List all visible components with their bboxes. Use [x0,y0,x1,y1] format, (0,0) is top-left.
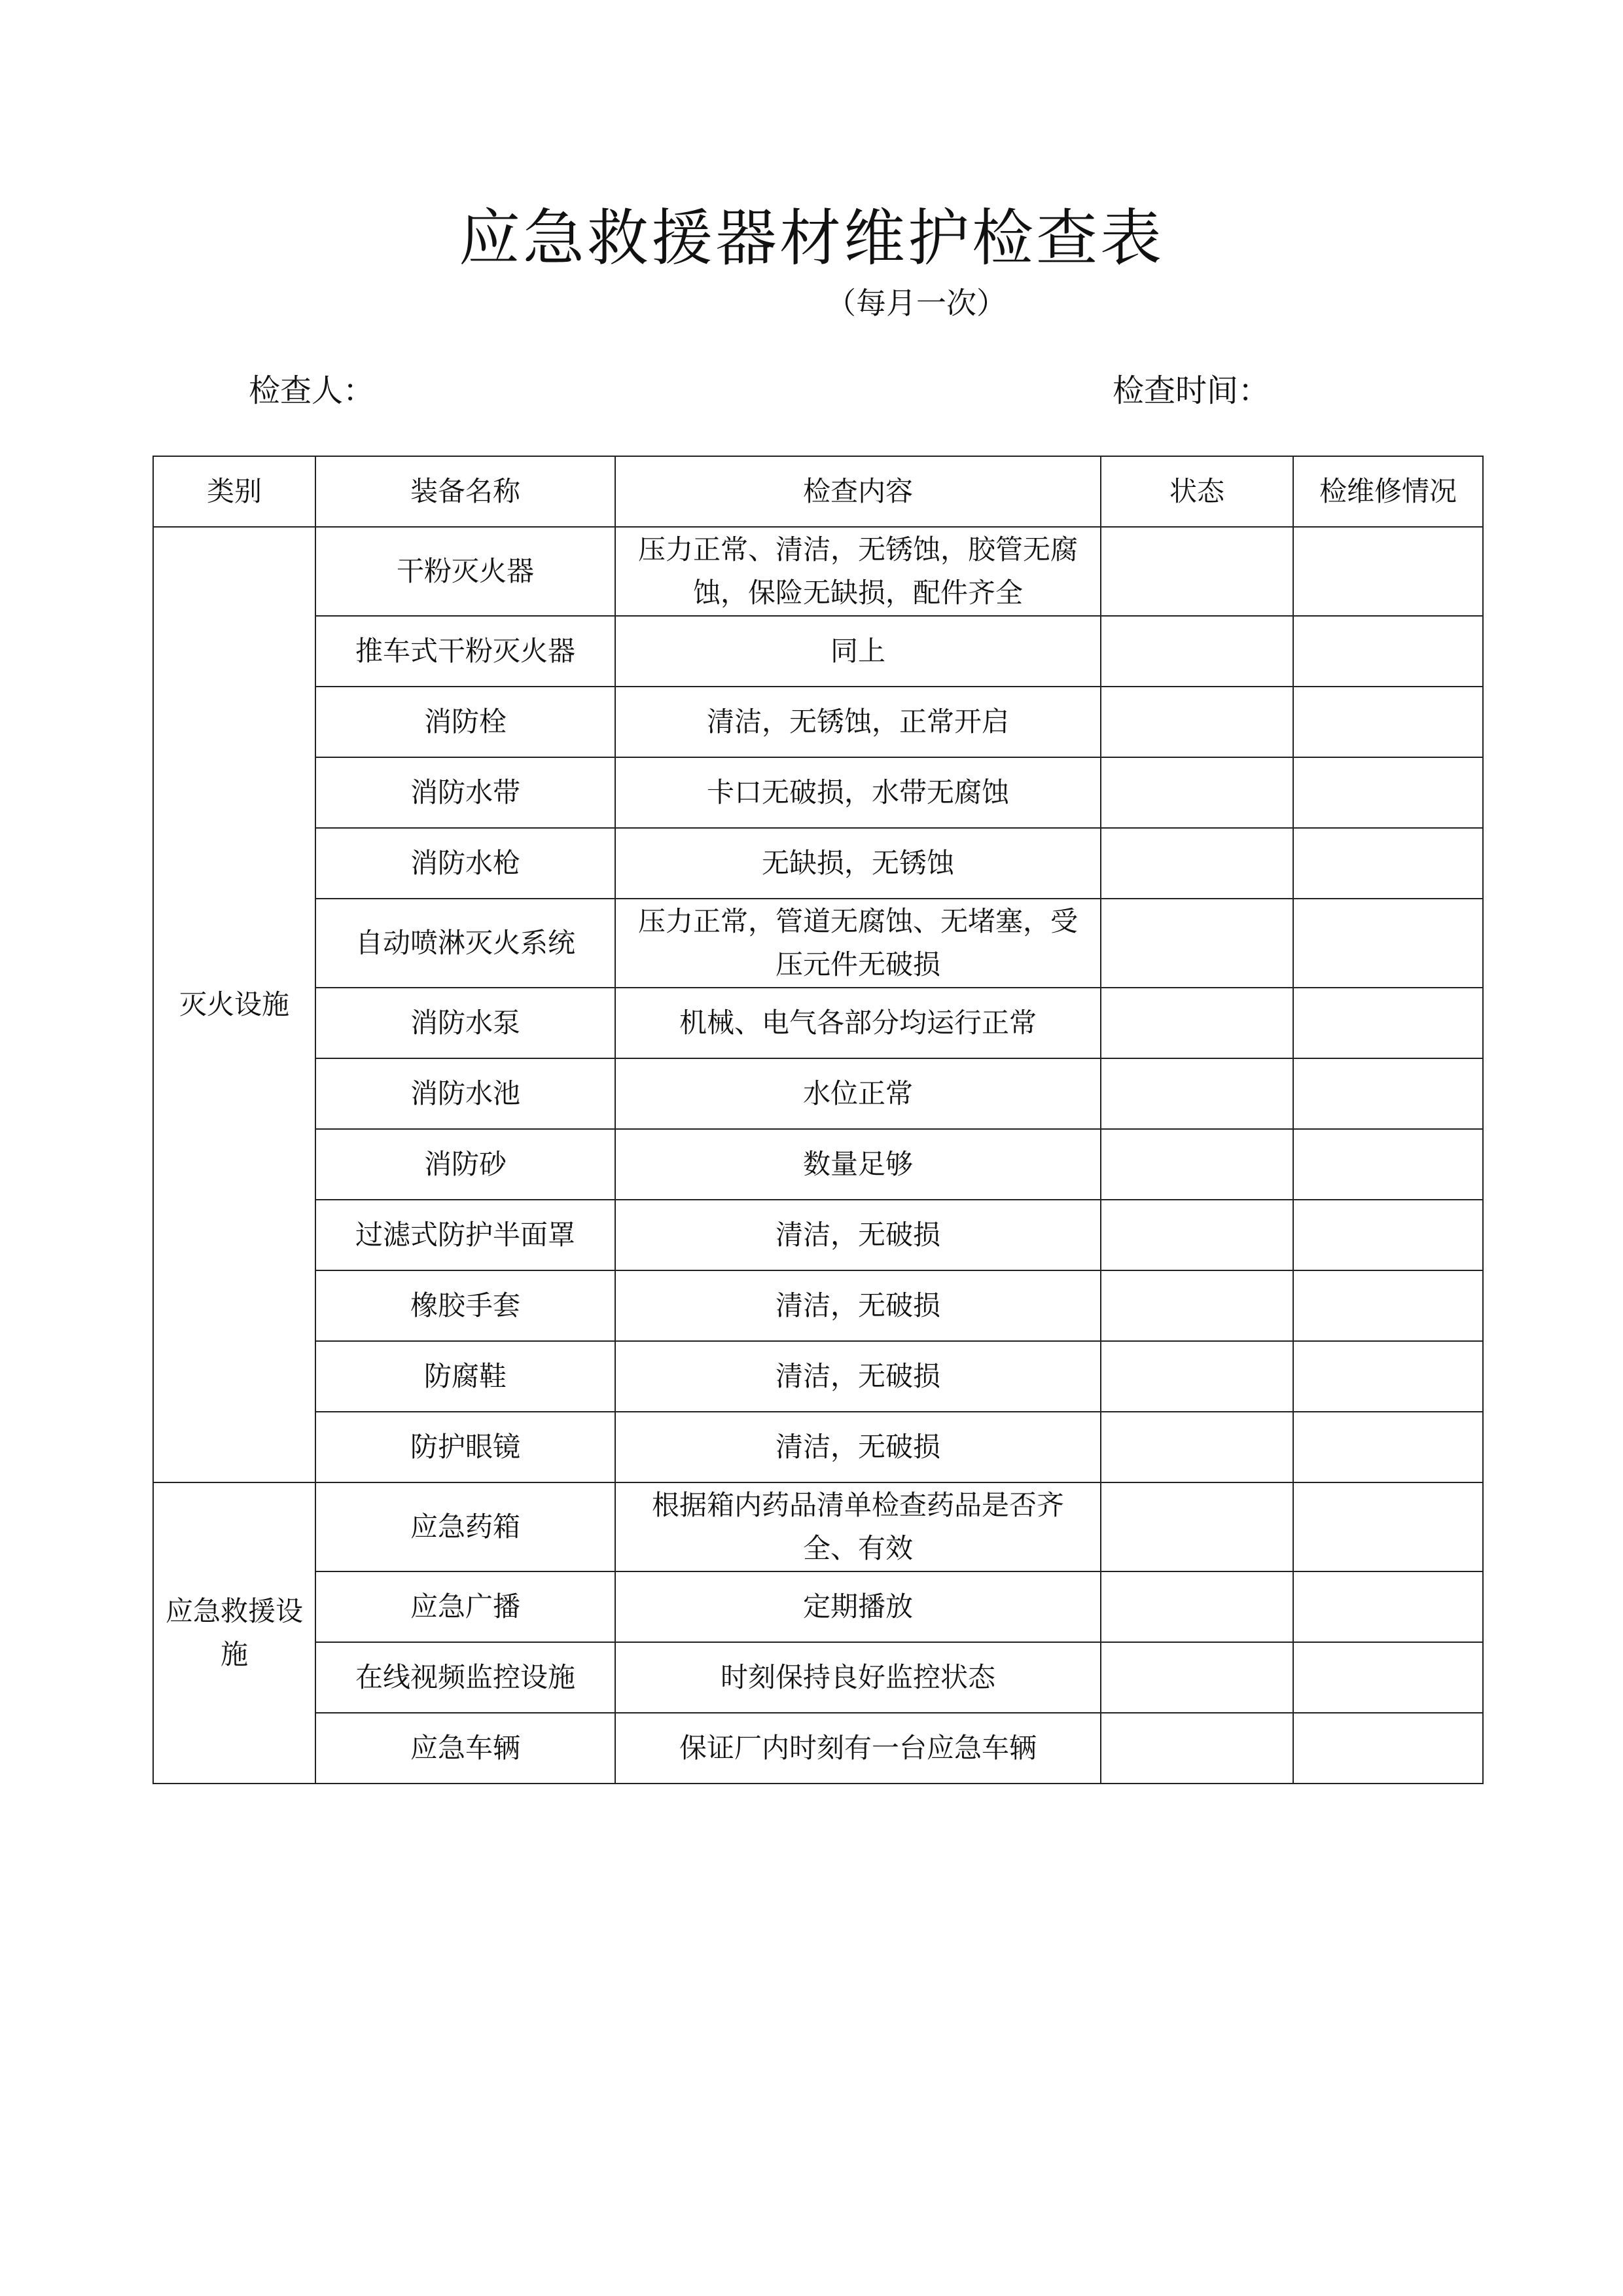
check-content-cell: 清洁，无破损 [615,1200,1101,1270]
repair-cell[interactable] [1293,757,1483,828]
check-content-cell: 根据箱内药品清单检查药品是否齐全、有效 [615,1482,1101,1571]
equipment-name-cell: 防腐鞋 [315,1341,615,1412]
status-cell[interactable] [1101,1200,1293,1270]
status-cell[interactable] [1101,828,1293,899]
check-content-cell: 机械、电气各部分均运行正常 [615,988,1101,1058]
status-cell[interactable] [1101,1571,1293,1642]
equipment-name-cell: 消防砂 [315,1129,615,1200]
header-category: 类别 [153,456,315,527]
inspection-time-label: 检查时间： [1113,372,1270,409]
check-content-cell: 无缺损，无锈蚀 [615,828,1101,899]
equipment-name-cell: 消防水枪 [315,828,615,899]
status-cell[interactable] [1101,988,1293,1058]
check-content-cell: 清洁，无破损 [615,1412,1101,1482]
inspector-label: 检查人： [249,372,375,409]
status-cell[interactable] [1101,899,1293,988]
table-row [153,1341,1483,1412]
status-cell[interactable] [1101,1270,1293,1341]
equipment-name-cell: 消防栓 [315,687,615,757]
table-row [153,1129,1483,1200]
check-content-cell: 保证厂内时刻有一台应急车辆 [615,1713,1101,1784]
equipment-name-cell: 应急广播 [315,1571,615,1642]
inspection-table [152,456,1484,1784]
equipment-name-cell: 推车式干粉灭火器 [315,616,615,687]
table-row [153,899,1483,988]
repair-cell[interactable] [1293,1482,1483,1571]
page-title: 应急救援器材维护检查表 [458,203,1164,274]
equipment-name-cell: 消防水池 [315,1058,615,1129]
equipment-name-cell: 在线视频监控设施 [315,1642,615,1713]
check-content-cell: 水位正常 [615,1058,1101,1129]
status-cell[interactable] [1101,1482,1293,1571]
header-check-content: 检查内容 [615,456,1101,527]
repair-cell[interactable] [1293,988,1483,1058]
equipment-name-cell: 应急药箱 [315,1482,615,1571]
equipment-name-cell: 自动喷淋灭火系统 [315,899,615,988]
repair-cell[interactable] [1293,1341,1483,1412]
table-row [153,1058,1483,1129]
check-content-cell: 清洁，无破损 [615,1270,1101,1341]
category-cell: 应急救援设施 [153,1482,315,1784]
table-row [153,1482,1483,1571]
table-row [153,988,1483,1058]
check-content-cell: 同上 [615,616,1101,687]
equipment-name-cell: 消防水泵 [315,988,615,1058]
check-content-cell: 时刻保持良好监控状态 [615,1642,1101,1713]
check-content-cell: 数量足够 [615,1129,1101,1200]
repair-cell[interactable] [1293,616,1483,687]
status-cell[interactable] [1101,527,1293,616]
repair-cell[interactable] [1293,1200,1483,1270]
table-row [153,1642,1483,1713]
equipment-name-cell: 应急车辆 [315,1713,615,1784]
check-content-cell: 清洁，无破损 [615,1341,1101,1412]
table-row [153,616,1483,687]
table-row [153,527,1483,616]
equipment-name-cell: 过滤式防护半面罩 [315,1200,615,1270]
status-cell[interactable] [1101,1642,1293,1713]
repair-cell[interactable] [1293,899,1483,988]
status-cell[interactable] [1101,1058,1293,1129]
equipment-name-cell: 橡胶手套 [315,1270,615,1341]
repair-cell[interactable] [1293,828,1483,899]
header-equipment-name: 装备名称 [315,456,615,527]
repair-cell[interactable] [1293,1412,1483,1482]
status-cell[interactable] [1101,687,1293,757]
table-row [153,687,1483,757]
table-row [153,828,1483,899]
check-content-cell: 清洁，无锈蚀，正常开启 [615,687,1101,757]
check-content-cell: 压力正常，管道无腐蚀、无堵塞，受压元件无破损 [615,899,1101,988]
table-row [153,1571,1483,1642]
status-cell[interactable] [1101,1341,1293,1412]
table-row [153,1412,1483,1482]
check-content-cell: 定期播放 [615,1571,1101,1642]
table-header-row [153,456,1483,527]
table-row [153,1200,1483,1270]
check-content-cell: 卡口无破损，水带无腐蚀 [615,757,1101,828]
status-cell[interactable] [1101,757,1293,828]
status-cell[interactable] [1101,1129,1293,1200]
frequency-note: （每月一次） [826,285,1007,321]
category-cell: 灭火设施 [153,527,315,1482]
repair-cell[interactable] [1293,527,1483,616]
header-repair: 检维修情况 [1293,456,1483,527]
equipment-name-cell: 消防水带 [315,757,615,828]
repair-cell[interactable] [1293,1058,1483,1129]
table-row [153,1713,1483,1784]
header-status: 状态 [1101,456,1293,527]
status-cell[interactable] [1101,1713,1293,1784]
check-content-cell: 压力正常、清洁，无锈蚀，胶管无腐蚀，保险无缺损，配件齐全 [615,527,1101,616]
table-row [153,1270,1483,1341]
repair-cell[interactable] [1293,1571,1483,1642]
equipment-name-cell: 干粉灭火器 [315,527,615,616]
repair-cell[interactable] [1293,687,1483,757]
repair-cell[interactable] [1293,1270,1483,1341]
repair-cell[interactable] [1293,1129,1483,1200]
repair-cell[interactable] [1293,1713,1483,1784]
repair-cell[interactable] [1293,1642,1483,1713]
status-cell[interactable] [1101,616,1293,687]
equipment-name-cell: 防护眼镜 [315,1412,615,1482]
status-cell[interactable] [1101,1412,1293,1482]
table-row [153,757,1483,828]
